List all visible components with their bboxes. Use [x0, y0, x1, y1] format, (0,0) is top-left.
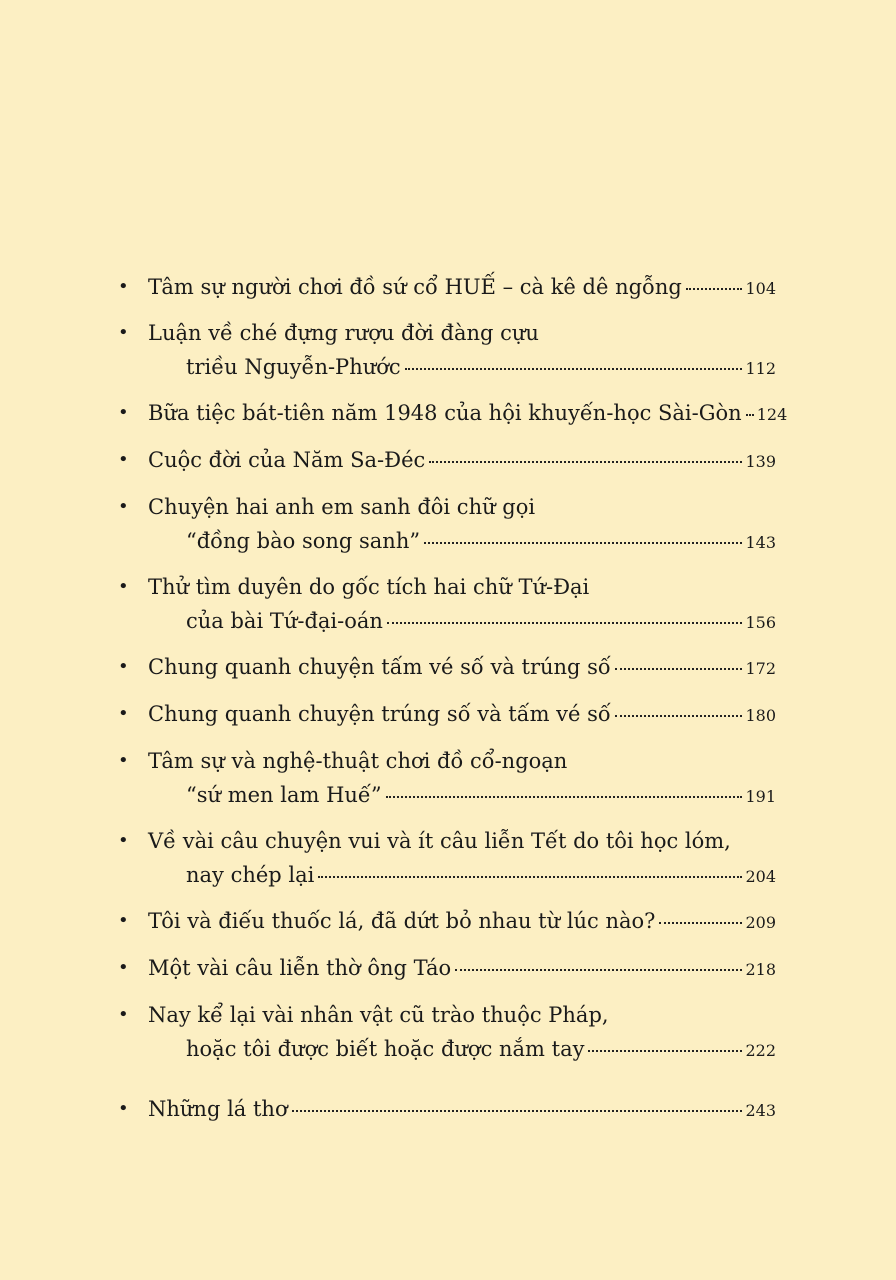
toc-entry-title: Chuyện hai anh em sanh đôi chữ gọi — [148, 495, 536, 519]
dot-leader — [292, 1110, 743, 1112]
dot-leader — [455, 969, 742, 971]
toc-entry-title: Về vài câu chuyện vui và ít câu liễn Tết do tôi học lóm, — [148, 829, 731, 853]
toc-page-number: 124 — [756, 405, 788, 424]
toc-page-number: 180 — [745, 706, 776, 725]
dot-leader — [318, 876, 742, 878]
toc-entry-line — [148, 824, 776, 858]
toc-entry-title: Một vài câu liễn thờ ông Táo — [148, 956, 452, 980]
bullet: • — [118, 576, 129, 597]
bullet: • — [118, 322, 129, 343]
toc-entry-line — [186, 524, 776, 560]
toc-entry-line — [148, 570, 776, 604]
dot-leader — [615, 715, 743, 717]
dot-leader — [615, 668, 743, 670]
toc-entry-line — [148, 998, 776, 1032]
toc-entry-title: Những lá thơ — [148, 1097, 288, 1121]
toc-page-number: 218 — [745, 960, 776, 979]
toc-entry-title-cont: “sứ men lam Huế” — [186, 783, 382, 807]
toc-page-number: 191 — [745, 787, 776, 806]
toc-entry-title: Chung quanh chuyện tấm vé số và trúng số — [148, 655, 611, 679]
dot-leader — [405, 368, 743, 370]
toc-entry-line — [148, 443, 776, 479]
bullet: • — [118, 910, 129, 931]
toc-entry-title: Thử tìm duyên do gốc tích hai chữ Tứ-Đại — [148, 575, 590, 599]
bullet: • — [118, 957, 129, 978]
bullet: • — [118, 449, 129, 470]
bullet: • — [118, 656, 129, 677]
toc-entry-title-cont: hoặc tôi được biết hoặc được nắm tay — [186, 1037, 585, 1061]
toc-entry-title-cont: nay chép lại — [186, 863, 315, 887]
dot-leader — [387, 622, 743, 624]
toc-entry-title: Bữa tiệc bát-tiên năm 1948 của hội khuyến-học Sài-Gòn — [148, 401, 742, 425]
toc-entry-line — [186, 604, 776, 640]
toc-entry-title-cont: của bài Tứ-đại-oán — [186, 609, 383, 633]
toc-entry-line — [148, 270, 776, 306]
dot-leader — [746, 414, 754, 416]
toc-page-number: 243 — [745, 1101, 776, 1120]
toc-entry-line — [148, 316, 776, 350]
toc-entry-line — [148, 490, 776, 524]
dot-leader — [424, 542, 742, 544]
bullet: • — [118, 1098, 129, 1119]
toc-entry-line — [186, 350, 776, 386]
toc-entry-line — [186, 1032, 776, 1068]
toc-entry-title: Tôi và điếu thuốc lá, đã dứt bỏ nhau từ lúc nào? — [148, 909, 656, 933]
toc-entry-title: Nay kể lại vài nhân vật cũ trào thuộc Pháp, — [148, 1003, 609, 1027]
bullet: • — [118, 830, 129, 851]
toc-entry-title: Cuộc đời của Năm Sa-Đéc — [148, 448, 426, 472]
toc-entry-line — [148, 951, 776, 987]
toc-page-number: 143 — [745, 533, 776, 552]
bullet: • — [118, 1004, 129, 1025]
toc-page-number: 209 — [745, 913, 776, 932]
toc-entry-title: Luận về ché đựng rượu đời đàng cựu — [148, 321, 539, 345]
bullet: • — [118, 402, 129, 423]
dot-leader — [429, 461, 742, 463]
dot-leader — [588, 1050, 742, 1052]
toc-entry-line — [186, 858, 776, 894]
bullet: • — [118, 750, 129, 771]
bullet: • — [118, 703, 129, 724]
toc-entry-line — [148, 697, 776, 733]
toc-page-number: 139 — [745, 452, 776, 471]
bullet: • — [118, 276, 129, 297]
toc-page-number: 112 — [745, 359, 776, 378]
toc-page-number: 204 — [745, 867, 776, 886]
toc-entry-line — [148, 650, 776, 686]
toc-entry-title: Chung quanh chuyện trúng số và tấm vé số — [148, 702, 611, 726]
toc-entry-title-cont: triều Nguyễn-Phước — [186, 355, 401, 379]
toc-page-number: 222 — [745, 1041, 776, 1060]
toc-entry-line — [148, 744, 776, 778]
toc-entry-line — [186, 778, 776, 814]
bullet: • — [118, 496, 129, 517]
toc-entry-title: Tâm sự và nghệ-thuật chơi đồ cổ-ngoạn — [148, 749, 568, 773]
dot-leader — [659, 922, 742, 924]
toc-page-number: 156 — [745, 613, 776, 632]
toc-page-number: 104 — [745, 279, 776, 298]
toc-entry-line — [148, 1092, 776, 1128]
dot-leader — [686, 288, 743, 290]
toc-entry-title-cont: “đồng bào song sanh” — [186, 529, 421, 553]
toc-entry-title: Tâm sự người chơi đồ sứ cổ HUẾ – cà kê dê ngỗng — [148, 275, 682, 299]
toc-entry-line — [148, 904, 776, 940]
toc-page-number: 172 — [745, 659, 776, 678]
toc-entry-line — [148, 396, 788, 432]
dot-leader — [386, 796, 743, 798]
